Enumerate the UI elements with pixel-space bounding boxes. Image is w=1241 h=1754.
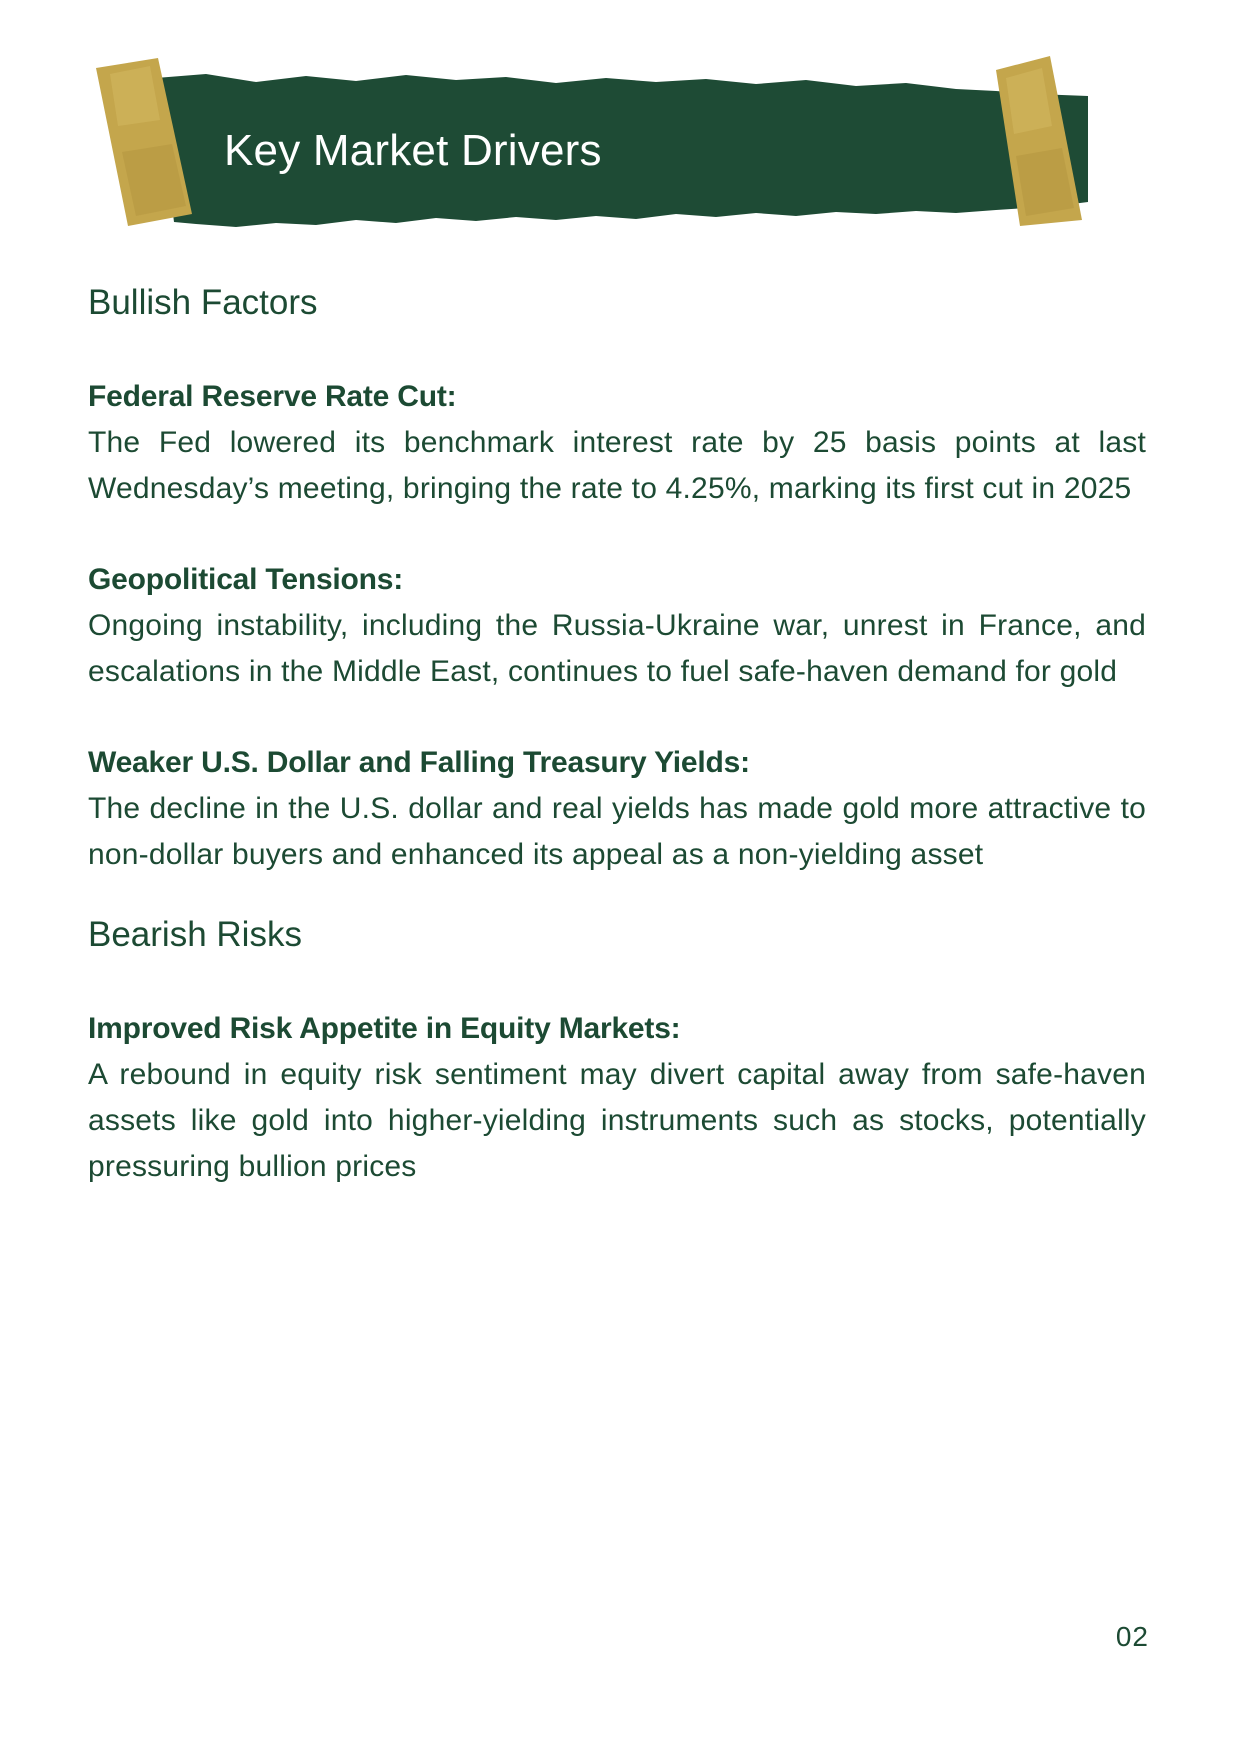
bullish-item-dollar-yields	[88, 740, 1146, 878]
bearish-item-risk-appetite	[88, 1006, 1146, 1190]
item-title: Weaker U.S. Dollar and Falling Treasury Yields:	[88, 746, 750, 779]
item-text: A rebound in equity risk sentiment may divert capital away from safe-haven assets like gold into higher-yielding instruments such as stocks, potentially pressuring bullion prices	[88, 1058, 1146, 1183]
main-content	[88, 280, 1146, 1235]
item-title: Federal Reserve Rate Cut:	[88, 380, 457, 413]
item-title: Improved Risk Appetite in Equity Markets:	[88, 1012, 681, 1045]
page-title: Key Market Drivers	[224, 126, 602, 175]
item-text: Ongoing instability, including the Russia-Ukraine war, unrest in France, and escalations in the Middle East, continues to fuel safe-haven demand for gold	[88, 609, 1146, 688]
item-text: The Fed lowered its benchmark interest rate by 25 basis points at last Wednesday’s meeting, bringing the rate to 4.25%, marking its first cut in 2025	[88, 426, 1146, 505]
header-banner	[96, 56, 1098, 252]
bullish-heading: Bullish Factors	[88, 283, 318, 322]
item-title: Geopolitical Tensions:	[88, 563, 404, 596]
item-text: The decline in the U.S. dollar and real yields has made gold more attractive to non-dollar buyers and enhanced its appeal as a non-yielding asset	[88, 792, 1146, 871]
bullish-item-geopolitical	[88, 557, 1146, 695]
bearish-heading: Bearish Risks	[88, 915, 302, 954]
page-number: 02	[1115, 1621, 1149, 1652]
bullish-item-rate-cut	[88, 374, 1146, 512]
